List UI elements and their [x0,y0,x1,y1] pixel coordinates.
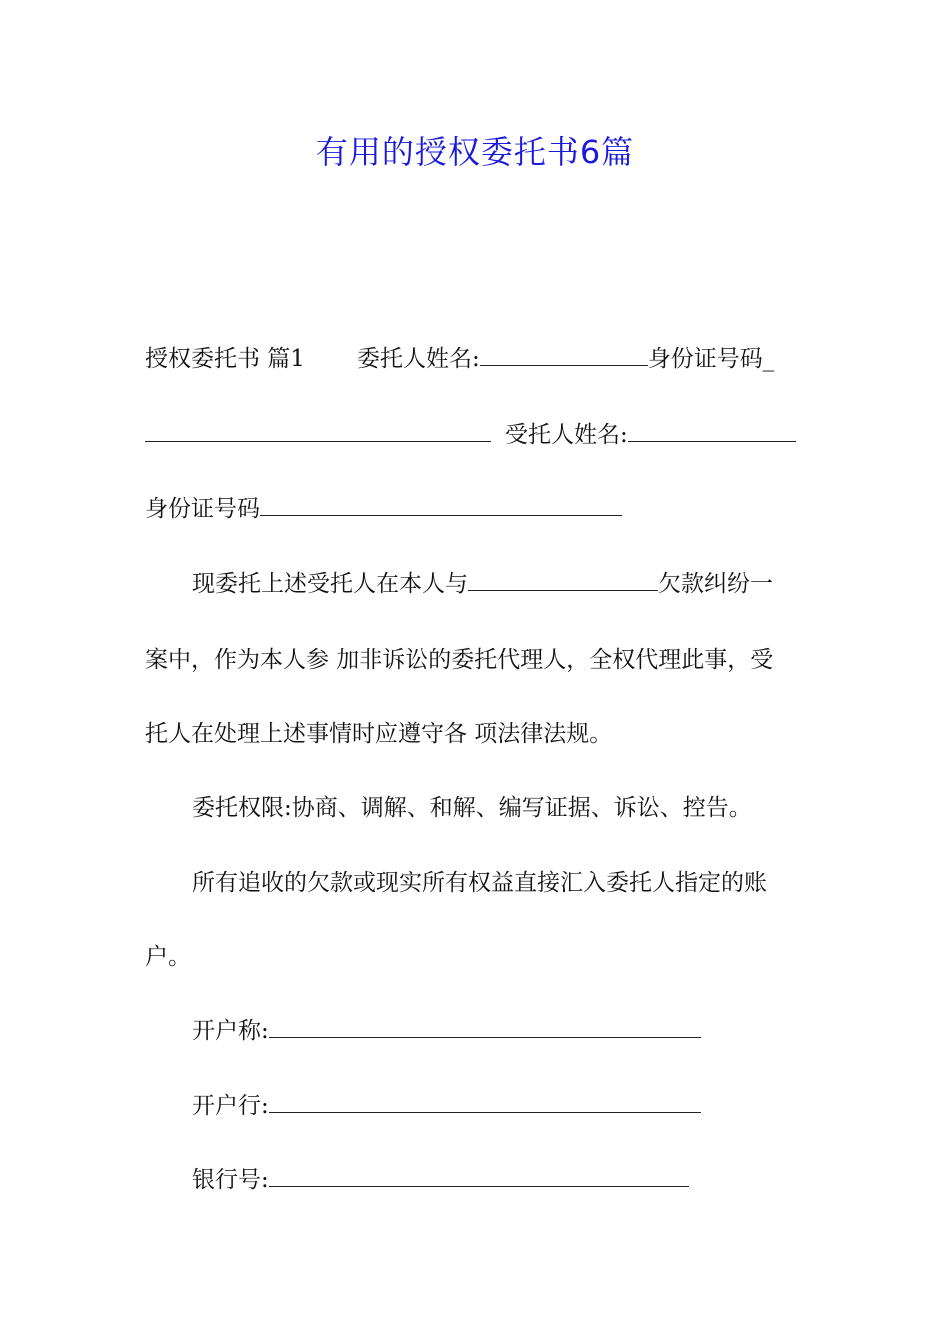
principal-name-label: 委托人姓名: [356,346,480,372]
account-name-label: 开户称: [192,1018,269,1044]
agent-name-label: 受托人姓名: [505,422,628,448]
authority-line: 委托权限:协商、调解、和解、编写证据、诉讼、控告。 [192,795,752,821]
bank-line [192,1089,857,1123]
bank-number-blank [269,1164,689,1187]
line-heading-principal [145,342,810,376]
principal-id-lead: _ [762,346,775,372]
paragraph-3-line-2: 户。 [145,944,191,970]
account-name-blank [269,1015,701,1038]
principal-id-blank [145,419,491,442]
para1-end: 欠款纠纷一 [658,571,773,597]
account-name-line [192,1014,857,1048]
para1-start: 现委托上述受托人在本人与 [192,571,468,597]
paragraph-1-line-1 [192,567,857,601]
agent-id-label: 身份证号码 [145,496,260,522]
dispute-party-blank [468,568,658,591]
bank-blank [269,1090,701,1113]
agent-name-blank [628,419,796,442]
section-heading: 授权委托书 篇1 [145,346,305,372]
bank-number-line [192,1163,857,1197]
paragraph-1-line-3: 托人在处理上述事情时应遵守各 项法律法规。 [145,721,613,747]
document-title: 有用的授权委托书6篇 [315,133,635,171]
paragraph-1-line-2: 案中，作为本人参 加非诉讼的委托代理人，全权代理此事，受 [145,647,774,673]
line-principal-id-agent [145,418,810,452]
bank-label: 开户行: [192,1093,269,1119]
line-agent-id [145,492,810,526]
paragraph-3-line-1: 所有追收的欠款或现实所有权益直接汇入委托人指定的账 [192,870,767,896]
principal-id-label: 身份证号码 [647,346,763,372]
principal-name-blank [480,343,648,366]
agent-id-blank [260,493,622,516]
bank-number-label: 银行号: [192,1167,269,1193]
